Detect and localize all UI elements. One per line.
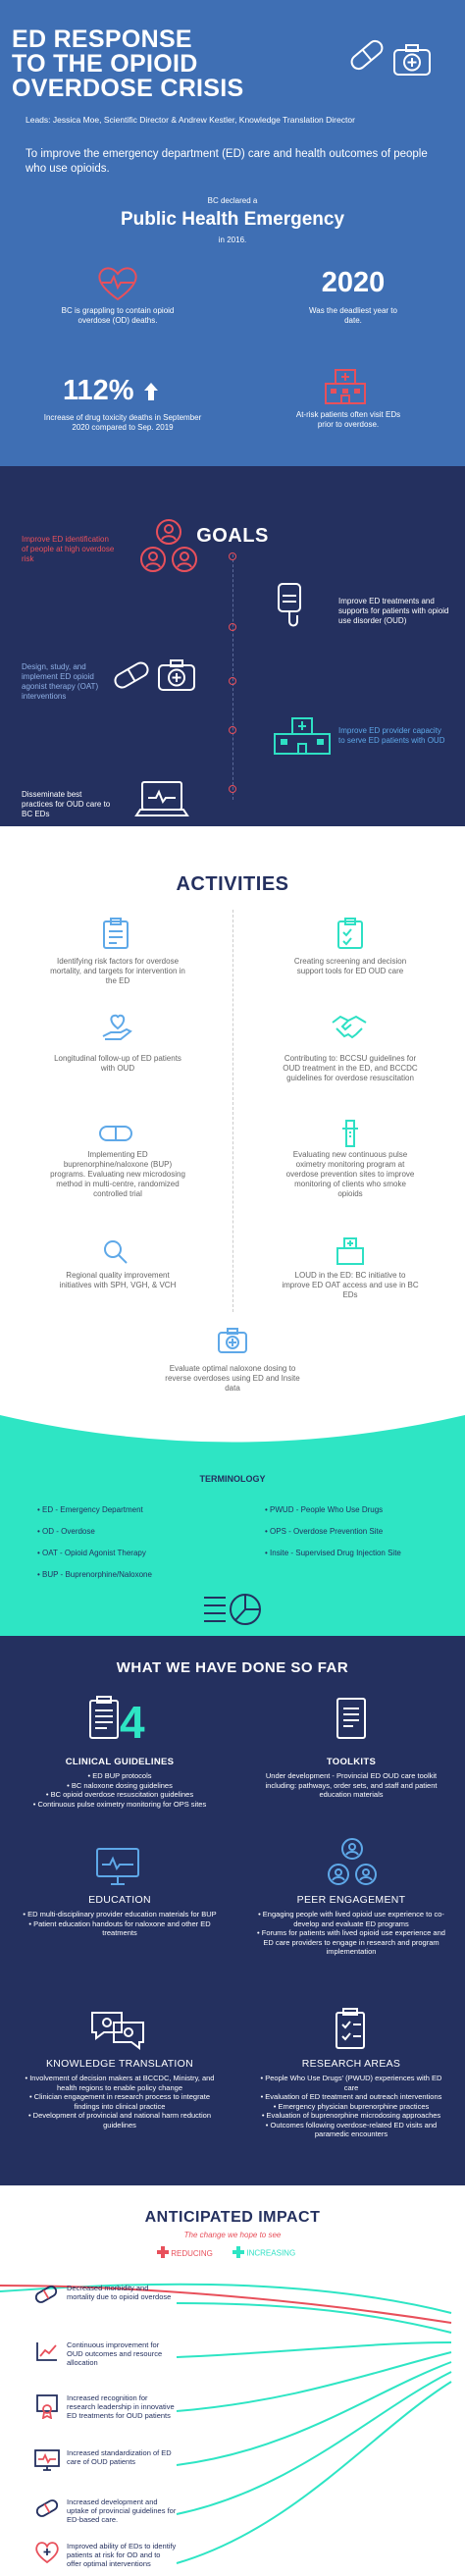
stat-2020-number: 2020 bbox=[321, 267, 386, 298]
timeline-dot bbox=[229, 677, 236, 685]
term-item: • BUP - Buprenorphine/Naloxone bbox=[37, 1570, 152, 1579]
activity-item-8: LOUD in the ED: BC initiative to improve ED OAT access and use in BC EDs bbox=[282, 1271, 419, 1299]
people-icon bbox=[327, 1837, 378, 1888]
impact-item-5: Increased development and uptake of provincial guidelines for ED-based care. bbox=[67, 2497, 177, 2524]
research-title: RESEARCH AREAS bbox=[301, 2058, 401, 2070]
plus-icon bbox=[157, 2246, 169, 2260]
pulse-oximeter-icon bbox=[338, 1119, 362, 1148]
handshake-icon bbox=[331, 1015, 368, 1040]
hospital-icon bbox=[324, 368, 367, 405]
clipboard-icon bbox=[334, 2007, 367, 2050]
stat-2020-text: Was the deadliest year to date. bbox=[309, 306, 397, 325]
laptop-icon bbox=[134, 780, 189, 819]
iv-bag-icon bbox=[275, 582, 308, 631]
impact-section bbox=[0, 2185, 465, 2576]
heartbeat-icon bbox=[96, 265, 139, 302]
education-bullets: • ED multi-disciplinary provider education materials for BUP • Patient education handouts for naloxone and other ED treatments bbox=[23, 1910, 217, 1937]
monitor-icon bbox=[95, 1847, 140, 1886]
peer-title: PEER ENGAGEMENT bbox=[296, 1894, 406, 1906]
timeline-dot bbox=[229, 623, 236, 631]
pill-icon bbox=[110, 660, 153, 690]
goal-item-4: Improve ED provider capacity to serve ED patients with OUD bbox=[338, 726, 445, 745]
people-icon bbox=[139, 518, 198, 577]
kt-title: KNOWLEDGE TRANSLATION bbox=[45, 2058, 194, 2070]
medkit-icon bbox=[157, 658, 196, 692]
header-section bbox=[0, 0, 465, 466]
activity-item-7: Regional quality improvement initiatives with SPH, VGH, & VCH bbox=[59, 1271, 177, 1289]
page-title: ED RESPONSE TO THE OPIOID OVERDOSE CRISIS bbox=[12, 26, 244, 102]
checklist-icon bbox=[336, 917, 365, 950]
timeline-dot bbox=[229, 552, 236, 560]
heart-plus-icon bbox=[34, 2541, 60, 2564]
term-item: • OPS - Overdose Prevention Site bbox=[265, 1527, 384, 1536]
timeline-dot bbox=[229, 726, 236, 734]
toolkits-title: TOOLKITS bbox=[326, 1757, 377, 1767]
line-chart-icon bbox=[35, 2340, 59, 2362]
search-icon bbox=[102, 1238, 129, 1266]
impact-item-6: Improved ability of EDs to identify patients at risk for OD and to offer optimal interventions bbox=[67, 2542, 177, 2568]
done-section bbox=[0, 1636, 465, 2185]
activity-item-1: Identifying risk factors for overdose mortality, and targets for intervention in the ED bbox=[50, 957, 185, 985]
activity-item-4: Contributing to: BCCSU guidelines for OUD treatment in the ED, and BCCDC guidelines for overdose resuscitation bbox=[283, 1054, 418, 1082]
pill-icon bbox=[345, 37, 388, 73]
goals-section bbox=[0, 466, 465, 826]
activity-item-5: Implementing ED buprenorphine/naloxone (BUP) programs. Evaluating new microdosing method in multi-centre, randomized controlled trial bbox=[50, 1150, 185, 1198]
term-item: • OD - Overdose bbox=[37, 1527, 95, 1536]
impact-heading: ANTICIPATED IMPACT bbox=[144, 2209, 321, 2226]
goal-item-2: Improve ED treatments and supports for patients with opioid use disorder (OUD) bbox=[338, 597, 449, 625]
legend-increasing: INCREASING bbox=[246, 2248, 296, 2258]
hospital-icon bbox=[273, 716, 332, 756]
clipboard-icon bbox=[88, 1695, 147, 1742]
bc-declared-text: BC declared a bbox=[207, 196, 258, 205]
report-chart-icon bbox=[202, 1590, 263, 1629]
hand-heart-icon bbox=[101, 1013, 134, 1042]
clinical-title: CLINICAL GUIDELINES bbox=[65, 1757, 175, 1767]
hospital-icon bbox=[336, 1236, 365, 1266]
emergency-title: Public Health Emergency bbox=[120, 209, 345, 230]
impact-subheading: The change we hope to see bbox=[183, 2231, 282, 2239]
activity-item-9: Evaluate optimal naloxone dosing to reverse overdoses using ED and Insite data bbox=[165, 1364, 300, 1393]
goals-heading: GOALS bbox=[196, 525, 269, 547]
leads-text: Leads: Jessica Moe, Scientific Director & Andrew Kestler, Knowledge Translation Director bbox=[26, 115, 355, 125]
monitor-icon bbox=[33, 2448, 61, 2472]
purpose-text: To improve the emergency department (ED) care and health outcomes of people who use opioids. bbox=[26, 148, 428, 175]
arrow-up-icon bbox=[144, 383, 158, 405]
toolkits-text: Under development - Provincial ED OUD care toolkit including: pathways, order sets, and staff and patient education materials bbox=[265, 1771, 438, 1799]
medkit-icon bbox=[217, 1327, 248, 1354]
clinical-bullets: • ED BUP protocols • BC naloxone dosing guidelines • BC opioid overdose resuscitation guidelines • Continuous pulse oximetry monitoring for OPS sites bbox=[32, 1771, 207, 1809]
stat-at-risk-text: At-risk patients often visit EDs prior to overdose. bbox=[295, 410, 401, 429]
terminology-section bbox=[0, 1415, 465, 1636]
activity-item-6: Evaluating new continuous pulse oximetry monitoring program at overdose prevention sites to improve monitoring of clients who smoke opioids bbox=[285, 1150, 415, 1198]
impact-item-4: Increased standardization of ED care of OUD patients bbox=[67, 2448, 172, 2466]
goal-item-1: Improve ED identification of people at high overdose risk bbox=[22, 535, 115, 563]
pill-icon bbox=[34, 2497, 60, 2519]
activity-item-3: Longitudinal follow-up of ED patients with OUD bbox=[54, 1054, 181, 1073]
peer-bullets: • Engaging people with lived opioid use experience to co-develop and evaluate ED programs • Forums for patients with lived opioid use experience and ED care providers to engage in research and program implementation bbox=[257, 1910, 445, 1956]
activity-item-2: Creating screening and decision support tools for ED OUD care bbox=[293, 957, 407, 975]
terminology-heading: TERMINOLOGY bbox=[199, 1474, 266, 1484]
activities-heading: ACTIVITIES bbox=[176, 873, 289, 895]
pill-icon bbox=[98, 1124, 133, 1143]
stat-112-number: 112% bbox=[63, 375, 134, 406]
impact-item-2: Continuous improvement for OUD outcomes and resource allocation bbox=[67, 2340, 163, 2367]
emergency-year: in 2016. bbox=[218, 236, 247, 244]
stat-112-row bbox=[63, 375, 158, 407]
pill-icon bbox=[33, 2284, 59, 2305]
plus-icon bbox=[232, 2246, 244, 2260]
activities-timeline bbox=[232, 910, 233, 1312]
impact-item-1: Decreased morbidity and mortality due to opioid overdose bbox=[67, 2284, 172, 2301]
impact-item-3: Increased recognition for research leadership in innovative ED treatments for OUD patients bbox=[67, 2393, 175, 2420]
timeline-dot bbox=[229, 785, 236, 793]
stat-od-deaths: BC is grappling to contain opioid overdose (OD) deaths. bbox=[61, 306, 175, 325]
svg-text:4: 4 bbox=[120, 1697, 145, 1742]
chat-gear-icon bbox=[90, 2009, 145, 2052]
medkit-icon bbox=[392, 43, 432, 77]
goal-item-5: Disseminate best practices for OUD care to BC EDs bbox=[22, 790, 111, 818]
legend bbox=[157, 2246, 295, 2260]
wave-divider bbox=[0, 1415, 465, 1454]
term-item: • ED - Emergency Department bbox=[37, 1505, 143, 1514]
clipboard-icon bbox=[101, 917, 130, 950]
impact-curves bbox=[0, 2264, 465, 2576]
document-icon bbox=[334, 1697, 369, 1740]
term-item: • OAT - Opioid Agonist Therapy bbox=[37, 1549, 146, 1557]
term-item: • PWUD - People Who Use Drugs bbox=[265, 1505, 384, 1514]
goal-item-3: Design, study, and implement ED opioid agonist therapy (OAT) interventions bbox=[22, 662, 99, 701]
legend-reducing: REDUCING bbox=[171, 2248, 213, 2258]
done-heading: WHAT WE HAVE DONE SO FAR bbox=[116, 1659, 349, 1676]
activities-section bbox=[0, 826, 465, 1415]
kt-bullets: • Involvement of decision makers at BCCDC, Ministry, and health regions to enable policy change • Clinician engagement in research process to integrate findings into clinical practice • Development of provincial and national harm reduction guidelines bbox=[25, 2074, 215, 2129]
research-bullets: • People Who Use Drugs' (PWUD) experiences with ED care • Evaluation of ED treatment and outreach interventions • Emergency physician buprenorphine practices • Evaluation of buprenorphine microdosing approaches • Outcomes following overdose-related ED visits and paramedic encounters bbox=[260, 2074, 442, 2138]
stat-112-text: Increase of drug toxicity deaths in September 2020 compared to Sep. 2019 bbox=[43, 413, 202, 432]
term-item: • Insite - Supervised Drug Injection Site bbox=[265, 1549, 401, 1557]
certificate-icon bbox=[35, 2393, 59, 2419]
education-title: EDUCATION bbox=[88, 1894, 151, 1906]
